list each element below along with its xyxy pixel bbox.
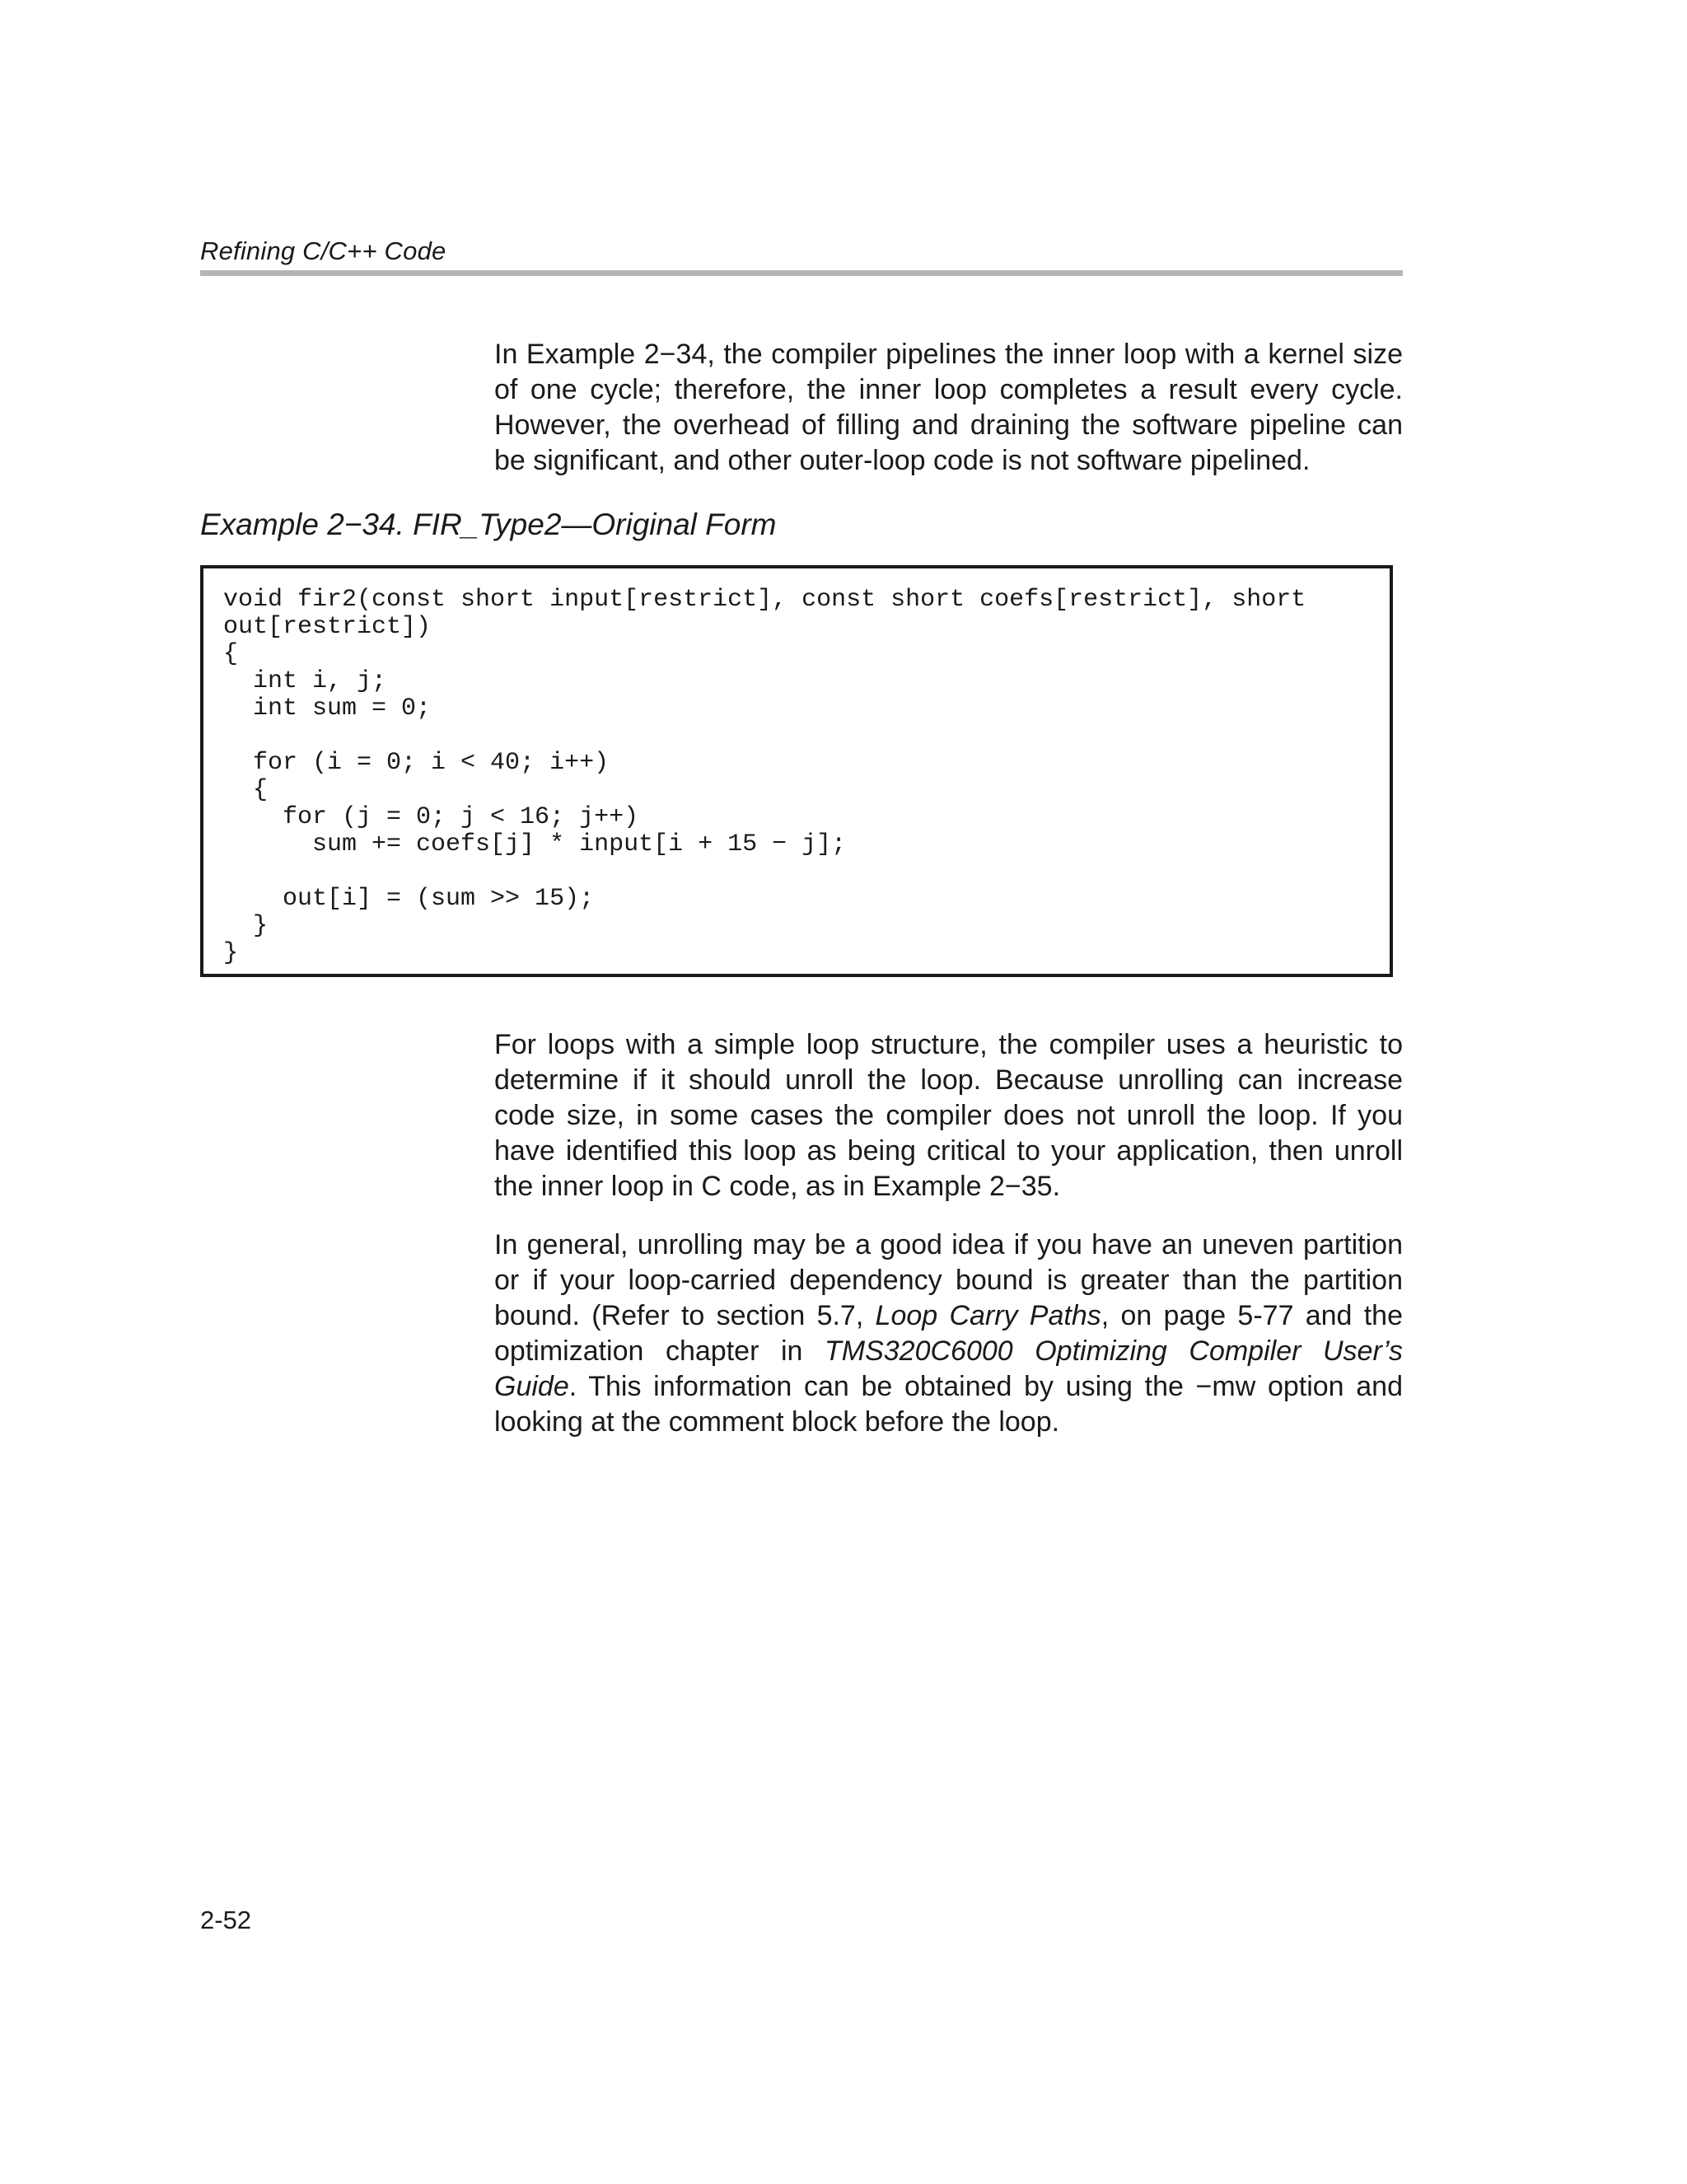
general-text-2: , on page 5-77 and the optimization chapter in [494,1300,1403,1367]
example-caption: Example 2−34. FIR_Type2—Original Form [200,507,777,541]
general-text-1: In general, unrolling may be a good idea if you have an uneven partition or if your loop-carried dependency bound is greater than the partition bound. (Refer to section 5.7, [494,1229,1403,1331]
book-title-ref: TMS320C6000 Optimizing Compiler User’s Guide [494,1335,1403,1402]
section-title-ref: Loop Carry Paths [875,1300,1101,1331]
general-text-3: . This information can be obtained by using the −mw option and looking at the comment block before the loop. [494,1371,1403,1438]
code-listing: void fir2(const short input[restrict], const short coefs[restrict], short out[restrict]) { int i, j; int sum = 0; for (i = 0; i < 40; i++) { for (j = 0; j < 16; j++) sum += coefs[j] * input[i + 15 − j]; out[i] = (sum >> 15); } } [223,586,1306,967]
unroll-paragraph: For loops with a simple loop structure, the compiler uses a heuristic to determine if it should unroll the loop. Because unrolling can increase code size, in some cases the compiler does not unroll the loop. If you have identified this loop as being critical to your application, then unroll the inner loop in C code, as in Example 2−35. [494,1029,1403,1202]
running-header: Refining C/C++ Code [200,236,446,265]
code-listing-box [200,565,1393,977]
page-number: 2-52 [200,1906,252,1934]
intro-paragraph: In Example 2−34, the compiler pipelines the inner loop with a kernel size of one cycle; therefore, the inner loop completes a result every cycle. However, the overhead of filling and draining the software pipeline can be significant, and other outer-loop code is not software pipelined. [494,339,1403,476]
header-rule [200,270,1403,276]
general-paragraph [494,1228,1403,1440]
